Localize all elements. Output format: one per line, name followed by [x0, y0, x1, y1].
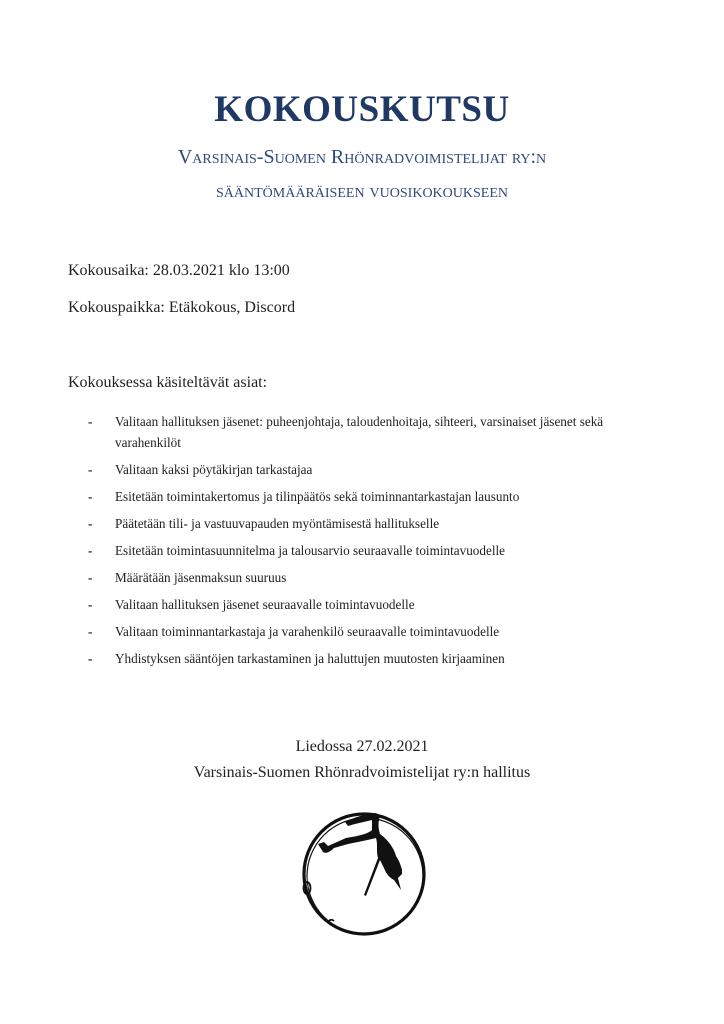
agenda-item — [88, 513, 668, 534]
agenda-item — [88, 621, 668, 642]
agenda-item-text: Valitaan kaksi pöytäkirjan tarkastajaa — [115, 462, 313, 477]
agenda-item — [88, 459, 668, 480]
dash-bullet-icon: - — [88, 462, 93, 477]
agenda-item-text: Esitetään toimintasuunnitelma ja talousarvio seuraavalle toimintavuodelle — [115, 543, 506, 558]
agenda-item-text: Valitaan hallituksen jäsenet: puheenjohtaja, taloudenhoitaja, sihteeri, varsinaiset jäsenet sekä varahenkilöt — [115, 414, 604, 450]
document-subtitle-line2: sääntömääräiseen vuosikokoukseen — [216, 180, 508, 202]
agenda-item-text: Yhdistyksen sääntöjen tarkastaminen ja haluttujen muutosten kirjaaminen — [115, 651, 505, 666]
dash-bullet-icon: - — [88, 597, 93, 612]
closing-signer: Varsinais-Suomen Rhönradvoimistelijat ry:n hallitus — [193, 764, 531, 781]
agenda-item — [88, 567, 668, 588]
agenda-item-text: Määrätään jäsenmaksun suuruus — [115, 570, 287, 585]
document-subtitle-line1: Varsinais-Suomen Rhönradvoimistelijat ry:n — [177, 146, 547, 168]
agenda-item — [88, 648, 668, 669]
agenda-item — [88, 594, 668, 615]
agenda-list — [88, 411, 668, 675]
meeting-place: Kokouspaikka: Etäkokous, Discord — [68, 299, 296, 316]
closing-place-date: Liedossa 27.02.2021 — [295, 738, 429, 755]
dash-bullet-icon: - — [88, 570, 93, 585]
dash-bullet-icon: - — [88, 624, 93, 639]
gymnast-in-wheel-logo-icon — [298, 800, 430, 940]
dash-bullet-icon: - — [88, 489, 93, 504]
dash-bullet-icon: - — [88, 543, 93, 558]
dash-bullet-icon: - — [88, 516, 93, 531]
agenda-item — [88, 486, 668, 507]
agenda-item — [88, 411, 668, 453]
agenda-heading: Kokouksessa käsiteltävät asiat: — [68, 374, 268, 391]
dash-bullet-icon: - — [88, 414, 93, 429]
meeting-time: Kokousaika: 28.03.2021 klo 13:00 — [68, 262, 290, 279]
agenda-item — [88, 540, 668, 561]
document-title: KOKOUSKUTSU — [214, 89, 510, 130]
dash-bullet-icon: - — [88, 651, 93, 666]
agenda-item-text: Esitetään toimintakertomus ja tilinpäätös sekä toiminnantarkastajan lausunto — [115, 489, 520, 504]
agenda-item-text: Valitaan hallituksen jäsenet seuraavalle toimintavuodelle — [115, 597, 415, 612]
agenda-item-text: Valitaan toiminnantarkastaja ja varahenkilö seuraavalle toimintavuodelle — [115, 624, 500, 639]
agenda-item-text: Päätetään tili- ja vastuuvapauden myöntämisestä hallitukselle — [115, 516, 440, 531]
